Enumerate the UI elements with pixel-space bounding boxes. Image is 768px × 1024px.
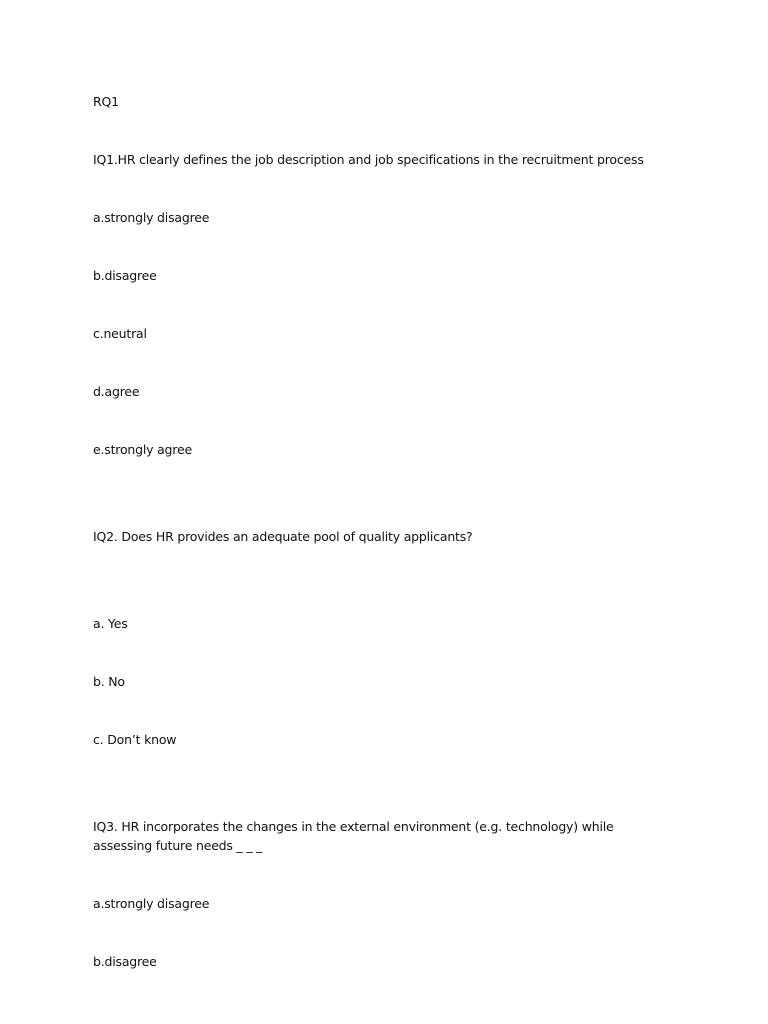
question-3-option-a: a.strongly disagree (93, 896, 210, 911)
question-1-option-e: e.strongly agree (93, 442, 192, 457)
question-1-option-a: a.strongly disagree (93, 210, 210, 225)
question-1-option-b: b.disagree (93, 268, 157, 283)
question-2-option-c: c. Don’t know (93, 732, 177, 747)
section-heading: RQ1 (93, 94, 119, 109)
question-3-option-b: b.disagree (93, 954, 157, 969)
question-1-option-c: c.neutral (93, 326, 147, 341)
question-1-option-d: d.agree (93, 384, 140, 399)
question-2-option-b: b. No (93, 674, 125, 689)
question-3-text: IQ3. HR incorporates the changes in the external environment (e.g. technology) while assessing future needs _ _ _ (93, 819, 614, 853)
question-1-text: IQ1.HR clearly defines the job description and job specifications in the recruitment process (93, 152, 644, 167)
question-2-text: IQ2. Does HR provides an adequate pool of quality applicants? (93, 529, 473, 544)
question-2-option-a: a. Yes (93, 616, 128, 631)
